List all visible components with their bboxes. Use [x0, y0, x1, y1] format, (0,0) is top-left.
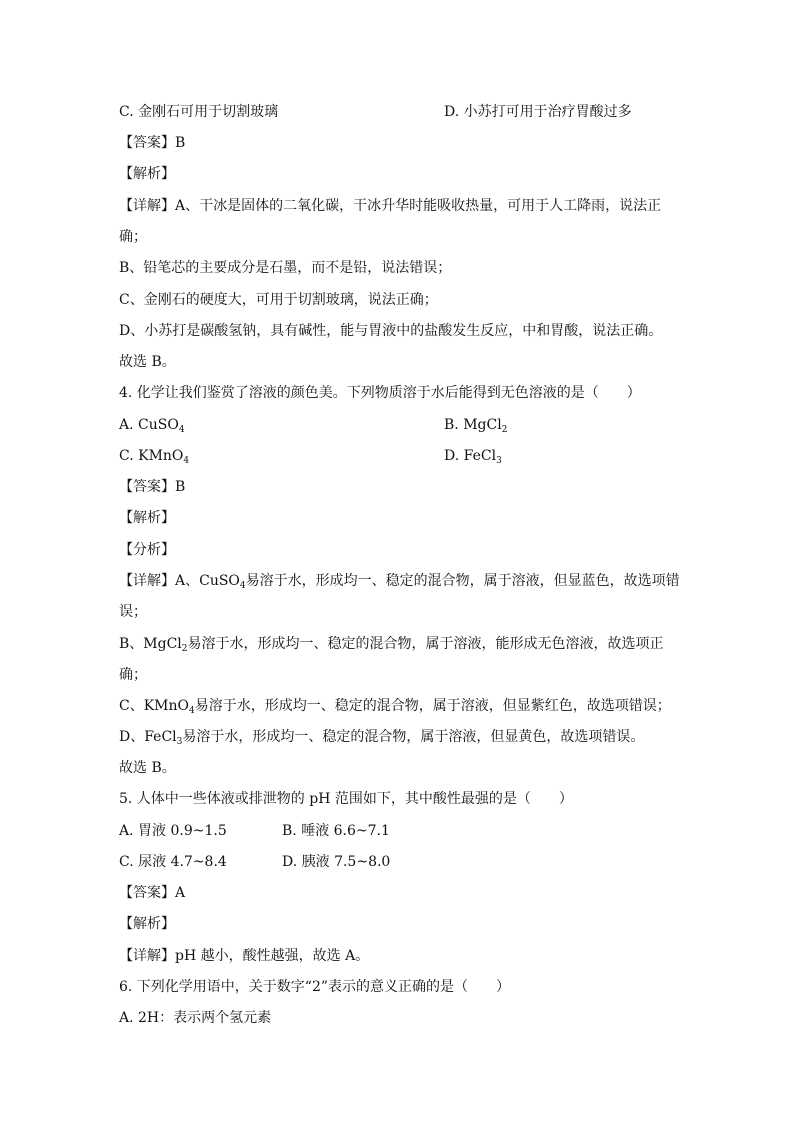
q4-detail-line: D、FeCl$_3$易溶于水，形成均一、稳定的混合物，属于溶液，但显黄色，故选项错误。 — [119, 729, 645, 747]
q4-detail-line: 确； — [119, 667, 147, 683]
q4-detail-line: B、MgCl$_2$易溶于水，形成均一、稳定的混合物，属于溶液，能形成无色溶液，故选项正 — [119, 636, 664, 654]
q4-option-b: B. MgCl$_2$ — [444, 417, 508, 435]
q4-option-c: C. KMnO$_4$ — [119, 448, 190, 466]
q4-stem: 4. 化学让我们鉴赏了溶液的颜色美。下列物质溶于水后能得到无色溶液的是（ ） — [119, 385, 641, 401]
q3-option-c: C. 金刚石可用于切割玻璃 — [119, 104, 279, 120]
q5-option-a: A. 胃液 0.9~1.5 — [119, 823, 227, 839]
q4-option-a: A. CuSO$_4$ — [119, 417, 185, 435]
q3-answer: 【答案】B — [119, 135, 186, 151]
q4-option-d: D. FeCl$_3$ — [444, 448, 502, 466]
q4-detail-line: C、KMnO$_4$易溶于水，形成均一、稳定的混合物，属于溶液，但显紫红色，故选项错误； — [119, 698, 671, 716]
q4-detail-line: 误； — [119, 604, 147, 620]
q4-analysis-heading: 【解析】 — [119, 510, 175, 526]
q6-stem: 6. 下列化学用语中，关于数字“2”表示的意义正确的是（ ） — [119, 979, 511, 995]
q3-detail-line: D、小苏打是碳酸氢钠，具有碱性，能与胃液中的盐酸发生反应，中和胃酸，说法正确。 — [119, 323, 663, 339]
q5-option-b: B. 唾液 6.6~7.1 — [282, 823, 390, 839]
q3-detail-line: B、铅笔芯的主要成分是石墨，而不是铅，说法错误； — [119, 260, 452, 276]
q5-answer: 【答案】A — [119, 885, 186, 901]
q3-detail-line: 【详解】A、干冰是固体的二氧化碳，干冰升华时能吸收热量，可用于人工降雨，说法正 — [119, 198, 662, 214]
q3-detail-line: 确； — [119, 229, 147, 245]
q5-option-c: C. 尿液 4.7~8.4 — [119, 854, 227, 870]
q5-analysis-heading: 【解析】 — [119, 916, 175, 932]
q5-stem: 5. 人体中一些体液或排泄物的 pH 范围如下，其中酸性最强的是（ ） — [119, 791, 573, 807]
q3-analysis-heading: 【解析】 — [119, 166, 175, 182]
q4-detail-line: 【详解】A、CuSO$_4$易溶于水，形成均一、稳定的混合物，属于溶液，但显蓝色，故选项错 — [119, 573, 680, 591]
q5-detail: 【详解】pH 越小，酸性越强，故选 A。 — [119, 948, 370, 964]
q4-answer: 【答案】B — [119, 479, 186, 495]
q3-option-d: D. 小苏打可用于治疗胃酸过多 — [444, 104, 632, 120]
q3-detail-line: C、金刚石的硬度大，可用于切割玻璃，说法正确； — [119, 292, 438, 308]
q3-conclusion: 故选 B。 — [119, 354, 176, 370]
q5-option-d: D. 胰液 7.5~8.0 — [282, 854, 391, 870]
q4-fenxi-heading: 【分析】 — [119, 542, 175, 558]
q6-option-a: A. 2H：表示两个氢元素 — [119, 1010, 272, 1026]
q4-conclusion: 故选 B。 — [119, 760, 176, 776]
